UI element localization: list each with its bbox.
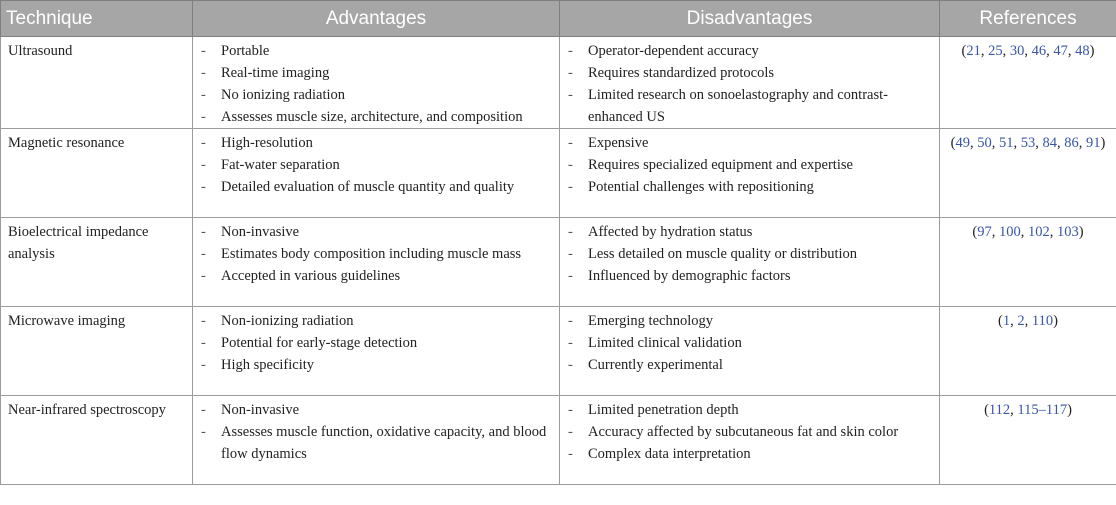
list-item [566,310,933,332]
references-cell: (97, 100, 102, 103) [940,218,1116,307]
advantages-list [199,310,553,376]
table-row [1,218,1116,307]
list-item [566,243,933,265]
reference-link[interactable]: 102 [1028,224,1050,240]
list-item [566,62,933,84]
list-item [566,354,933,376]
technique-cell: Near-infrared spectroscopy [1,396,193,485]
advantages-cell [193,129,560,218]
list-item-text: Requires specialized equipment and expertise [588,157,853,173]
reference-link[interactable]: 51 [999,135,1014,151]
header-references: References [940,1,1116,37]
table-row [1,37,1116,129]
bullet-dash: - [201,313,206,329]
bullet-dash: - [568,224,573,240]
references-cell: (21, 25, 30, 46, 47, 48) [940,37,1116,129]
list-item-text: Less detailed on muscle quality or distribution [588,246,858,262]
reference-link[interactable]: 112 [988,402,1011,418]
bullet-dash: - [201,402,206,418]
list-item-text: Non-invasive [221,402,300,418]
list-item-text: Portable [221,43,270,59]
advantages-list [199,221,553,287]
table-row [1,396,1116,485]
bullet-dash: - [201,357,206,373]
reference-link[interactable]: 110 [1031,313,1054,329]
advantages-cell [193,307,560,396]
list-item [566,332,933,354]
list-item [199,106,553,128]
technique-cell: Microwave imaging [1,307,193,396]
reference-link[interactable]: 84 [1042,135,1057,151]
bullet-dash: - [568,313,573,329]
technique-cell: Magnetic resonance [1,129,193,218]
reference-link[interactable]: 53 [1020,135,1036,151]
bullet-dash: - [201,157,206,173]
bullet-dash: - [201,424,206,440]
list-item [199,62,553,84]
list-item-text: High specificity [221,357,315,373]
list-item [199,132,553,154]
list-item [199,221,553,243]
bullet-dash: - [201,87,206,103]
table-row [1,129,1116,218]
list-item [199,84,553,106]
advantages-cell [193,396,560,485]
reference-link[interactable]: 50 [977,135,992,151]
disadvantages-cell [560,218,940,307]
bullet-dash: - [201,335,206,351]
list-item-text: Expensive [588,135,649,151]
list-item-text: Operator-dependent accuracy [588,43,759,59]
list-item-text: Complex data interpretation [588,446,751,462]
list-item-text: Limited research on sonoelastography and contrast-enhanced US [588,87,888,125]
reference-link[interactable]: 86 [1064,135,1079,151]
list-item [566,221,933,243]
disadvantages-cell [560,129,940,218]
bullet-dash: - [568,268,573,284]
list-item [199,421,553,465]
technique-cell: Bioelectrical impedance analysis [1,218,193,307]
bullet-dash: - [201,109,206,125]
header-row [1,1,1116,37]
list-item-text: Affected by hydration status [588,224,753,240]
advantages-list [199,40,553,128]
header-technique: Technique [1,1,193,37]
list-item [199,40,553,62]
bullet-dash: - [201,135,206,151]
bullet-dash: - [568,402,573,418]
list-item [199,310,553,332]
reference-link[interactable]: 48 [1075,43,1090,59]
bullet-dash: - [201,224,206,240]
technique-cell: Ultrasound [1,37,193,129]
reference-link[interactable]: 25 [988,43,1003,59]
list-item [566,265,933,287]
disadvantages-list [566,399,933,465]
table-row [1,307,1116,396]
bullet-dash: - [201,246,206,262]
bullet-dash: - [568,335,573,351]
bullet-dash: - [568,424,573,440]
list-item [199,399,553,421]
list-item [566,40,933,62]
bullet-dash: - [568,65,573,81]
reference-link[interactable]: 2 [1017,313,1025,329]
list-item [566,154,933,176]
list-item-text: Requires standardized protocols [588,65,775,81]
list-item [566,443,933,465]
disadvantages-list [566,132,933,198]
list-item [566,132,933,154]
bullet-dash: - [568,157,573,173]
bullet-dash: - [201,268,206,284]
advantages-cell [193,37,560,129]
disadvantages-list [566,221,933,287]
references-cell: (49, 50, 51, 53, 84, 86, 91) [940,129,1116,218]
list-item [566,176,933,198]
reference-link[interactable]: 115–117 [1017,402,1068,418]
list-item [199,243,553,265]
bullet-dash: - [568,43,573,59]
list-item-text: Real-time imaging [221,65,330,81]
list-item-text: Assesses muscle function, oxidative capacity, and blood flow dynamics [221,424,547,462]
bullet-dash: - [201,43,206,59]
advantages-list [199,132,553,198]
list-item [199,332,553,354]
disadvantages-cell [560,37,940,129]
disadvantages-cell [560,396,940,485]
list-item-text: Fat-water separation [221,157,340,173]
list-item-text: Potential challenges with repositioning [588,179,814,195]
list-item-text: Estimates body composition including muscle mass [221,246,522,262]
list-item [199,176,553,198]
list-item [566,84,933,128]
list-item [566,399,933,421]
reference-link[interactable]: 21 [966,43,981,59]
list-item-text: Non-invasive [221,224,300,240]
list-item-text: Limited clinical validation [588,335,742,351]
list-item-text: Limited penetration depth [588,402,739,418]
list-item-text: Emerging technology [588,313,713,329]
list-item [199,265,553,287]
list-item-text: Detailed evaluation of muscle quantity and quality [221,179,515,195]
header-advantages: Advantages [193,1,560,37]
reference-link[interactable]: 100 [999,224,1021,240]
list-item-text: Potential for early-stage detection [221,335,418,351]
disadvantages-list [566,310,933,376]
bullet-dash: - [568,135,573,151]
reference-link[interactable]: 103 [1057,224,1079,240]
bullet-dash: - [568,246,573,262]
bullet-dash: - [568,179,573,195]
list-item [199,154,553,176]
table-body [1,37,1116,485]
list-item-text: Non-ionizing radiation [221,313,354,329]
bullet-dash: - [201,179,206,195]
reference-link[interactable]: 47 [1053,43,1068,59]
reference-link[interactable]: 49 [955,135,970,151]
list-item-text: Accuracy affected by subcutaneous fat and skin color [588,424,899,440]
bullet-dash: - [568,446,573,462]
disadvantages-cell [560,307,940,396]
list-item-text: Influenced by demographic factors [588,268,791,284]
header-disadvantages: Disadvantages [560,1,940,37]
references-cell: (112, 115–117) [940,396,1116,485]
list-item-text: Accepted in various guidelines [221,268,401,284]
disadvantages-list [566,40,933,128]
list-item-text: Currently experimental [588,357,723,373]
list-item-text: High-resolution [221,135,313,151]
list-item [199,354,553,376]
advantages-cell [193,218,560,307]
reference-link[interactable]: 1 [1002,313,1011,329]
list-item-text: Assesses muscle size, architecture, and composition [221,109,523,125]
bullet-dash: - [568,357,573,373]
references-cell: (1, 2, 110) [940,307,1116,396]
bullet-dash: - [201,65,206,81]
reference-link[interactable]: 46 [1031,43,1047,59]
reference-link[interactable]: 91 [1086,135,1101,151]
reference-link[interactable]: 30 [1009,43,1025,59]
reference-link[interactable]: 97 [977,224,992,240]
advantages-list [199,399,553,465]
list-item-text: No ionizing radiation [221,87,346,103]
list-item [566,421,933,443]
bullet-dash: - [568,87,573,103]
